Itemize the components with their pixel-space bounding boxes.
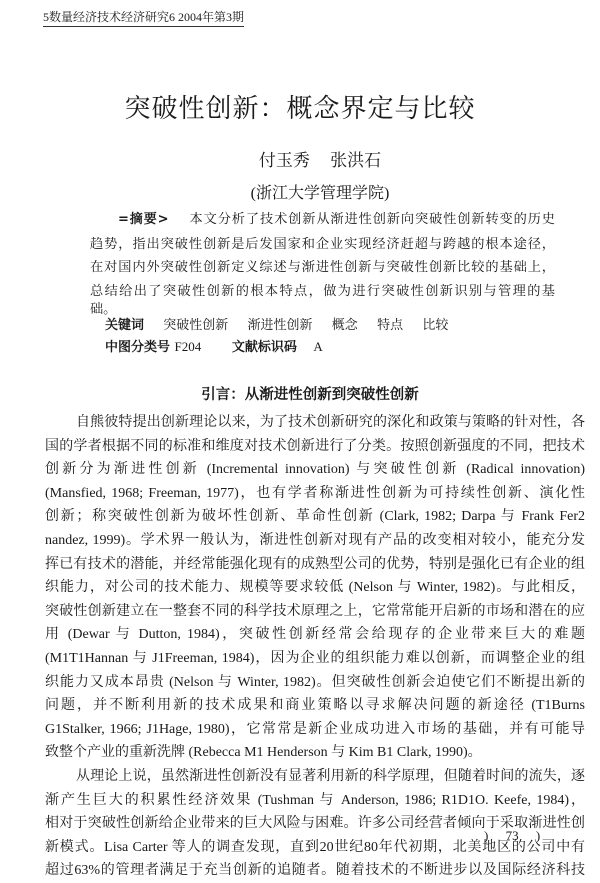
body-text: [45, 411, 585, 883]
paragraph-line: 从理论上说，虽然渐进性创新没有显著利用新的科学原理，但随着时间的流失，逐: [76, 768, 585, 784]
paragraph-line: 突破性创新建立在一整套不同的科学技术原理之上，它常常能开启新的市场和潜在的应: [45, 603, 585, 619]
authors: [0, 146, 600, 171]
abstract-line: 趋势，指出突破性创新是后发国家和企业实现经济赶超与跨越的根本途径，: [90, 235, 555, 251]
abstract-label: =摘要>: [118, 212, 169, 227]
abstract-line: [90, 207, 555, 232]
paragraph-line: 相对于突破性创新给企业带来的巨大风险与困难。许多公司经营者倾向于采取渐进性创: [45, 816, 585, 832]
paragraph-line: 自熊彼特提出创新理论以来，为了技术创新研究的深化和政策与策略的针对性，各: [76, 415, 585, 430]
author-name: 张洪石: [330, 151, 382, 170]
paragraph-line: 致整个产业的重新洗牌 (Rebecca M1 Henderson 与 Kim B1 Clark, 1990)。: [45, 745, 482, 761]
affiliation: (浙江大学管理学院): [250, 185, 390, 202]
paragraph-line: (M1T1Hannan 与 J1Freeman, 1984)，因为企业的组织能力难以创新，而调整企业的组: [45, 650, 585, 666]
page-number: ) 73 ): [484, 828, 541, 843]
running-header: 5数量经济技术经济研究6 2004年第3期: [43, 8, 244, 27]
paragraph-line: 问题，并不断利用新的技术成果和商业策略以寻求解决问题的新途径 (T1Burns: [45, 698, 585, 714]
abstract-line: 总结给出了突破性创新的根本特点，做为进行突破性创新识别与管理的基: [90, 282, 555, 298]
clc-label: 中图分类号: [105, 340, 171, 355]
paragraph-line: G1Stalker, 1966; J1Hage, 1980)，它常常是新企业成功进入市场的基础，并有可能导: [45, 721, 585, 737]
paragraph-line: 织能力，对公司的技术能力、规模等要求较低 (Nelson 与 Winter, 1982)。与此相反，: [45, 580, 585, 596]
section-heading: 引言：从渐进性创新到突破性创新: [201, 387, 419, 403]
keyword: 渐进性创新: [247, 317, 313, 332]
paragraph-line: 超过63%的管理者满足于充当创新的追随者。随着技术的不断进步以及国际经济科技: [45, 863, 585, 879]
paragraph-line: 渐产生巨大的积累性经济效果 (Tushman 与 Anderson, 1986; R1D1O. Keefe, 1984)，: [45, 792, 585, 808]
abstract-line: 础。: [90, 301, 117, 316]
paragraph-line: 新模式。Lisa Carter 等人的调查发现，直到20世纪80年代初期，北美地区的公司中有: [45, 839, 585, 855]
keywords: [105, 314, 464, 333]
abstract: [90, 207, 555, 316]
keyword: 比较: [422, 317, 449, 332]
paragraph-line: nandez, 1999)。学术界一般认为，渐进性创新对现有产品的改变相对较小，能充分发: [45, 532, 585, 548]
keyword: 特点: [377, 317, 404, 332]
abstract-text: 本文分析了技术创新从渐进性创新向突破性创新转变的历史: [189, 211, 555, 226]
classification: [105, 336, 323, 355]
doc-code-label: 文献标识码: [231, 340, 297, 355]
paragraph-line: 用 (Dewar 与 Dutton, 1984)，突破性创新经常会给现存的企业带来巨大的难题: [45, 627, 585, 643]
paragraph-line: 创新分为渐进性创新 (Incremental innovation) 与突破性创新 (Radical innovation): [45, 462, 585, 478]
clc-value: F204: [174, 339, 202, 354]
keyword: 概念: [331, 317, 358, 332]
paper-title: 突破性创新：概念界定与比较: [124, 94, 476, 123]
paragraph-line: 国的学者根据不同的标准和维度对技术创新进行了分类。按照创新强度的不同，把技术: [45, 438, 585, 454]
keywords-label: 关键词: [105, 318, 145, 333]
paragraph-line: 挥已有技术的潜能，并经常能强化现有的成熟型公司的优势，特别是强化已有企业的组: [45, 556, 585, 572]
paragraph-line: (Mansfied, 1968; Freeman, 1977)，也有学者称渐进性创新为可持续性创新、演化性: [45, 485, 585, 501]
keyword: 突破性创新: [163, 317, 229, 332]
abstract-line: 在对国内外突破性创新定义综述与渐进性创新与突破性创新比较的基础上，: [90, 259, 555, 274]
doc-code-value: A: [313, 339, 323, 354]
author-name: 付玉秀: [258, 151, 310, 170]
paragraph-line: 织能力又成本昂贵 (Nelson 与 Winter, 1982)。但突破性创新会迫使它们不断提出新的: [45, 674, 585, 690]
paragraph-line: 创新；称突破性创新为破坏性创新、革命性创新 (Clark, 1982; Darpa 与 Frank Fer2: [45, 509, 585, 525]
